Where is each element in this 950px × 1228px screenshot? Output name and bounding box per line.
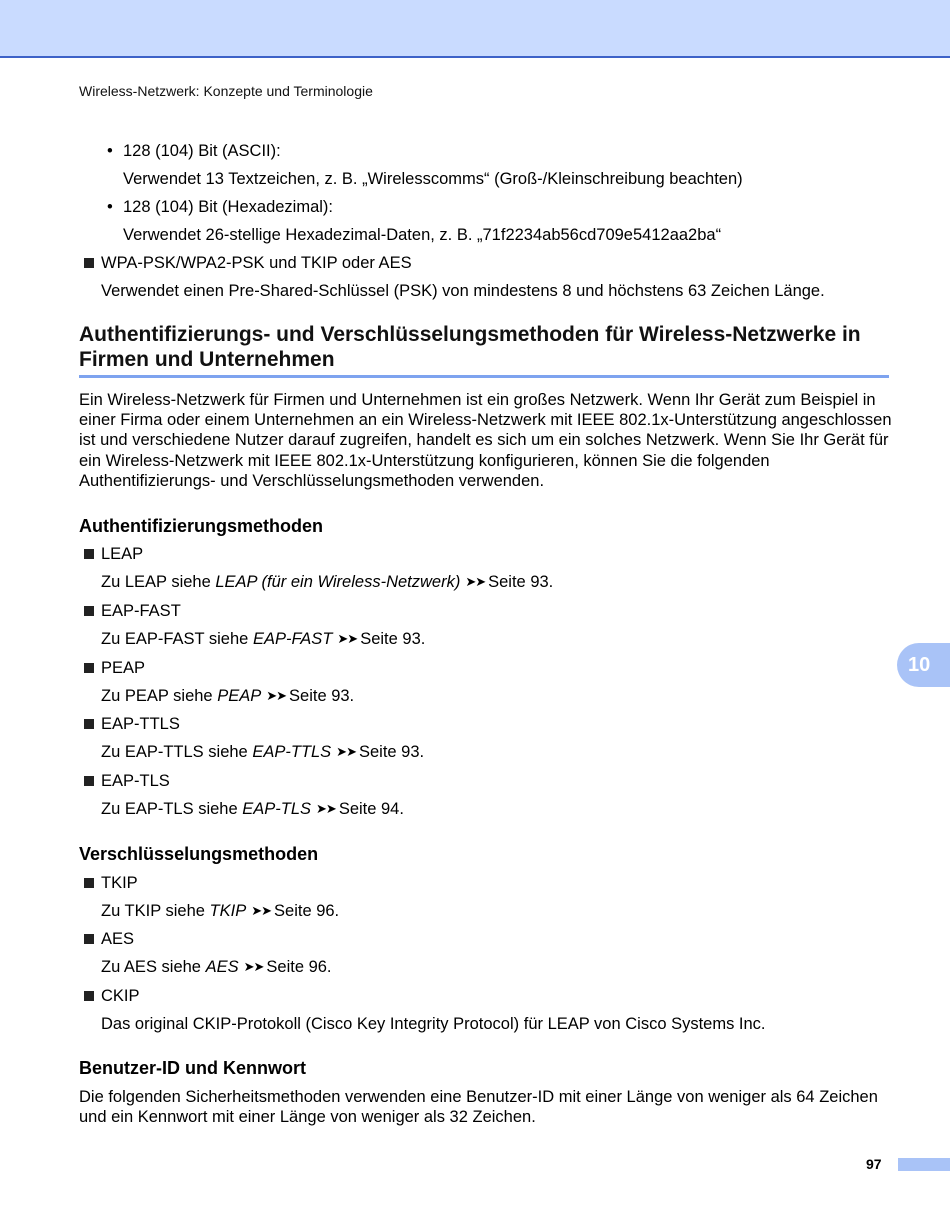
square-bullet-icon bbox=[84, 663, 94, 673]
enc-item-aes bbox=[84, 929, 134, 949]
auth-item-label: LEAP bbox=[101, 545, 144, 563]
enc-item-label: CKIP bbox=[101, 987, 140, 1005]
ref-prefix: Zu EAP-TTLS siehe bbox=[101, 743, 253, 761]
bullet-wpa bbox=[84, 253, 412, 273]
auth-item-eap-fast bbox=[84, 601, 181, 621]
bullet-wpa-label: WPA-PSK/WPA2-PSK und TKIP oder AES bbox=[101, 254, 412, 272]
square-bullet-icon bbox=[84, 549, 94, 559]
userid-heading: Benutzer-ID und Kennwort bbox=[79, 1058, 306, 1078]
ref-prefix: Zu EAP-FAST siehe bbox=[101, 630, 253, 648]
bullet-ascii bbox=[107, 141, 281, 161]
enc-item-ckip bbox=[84, 986, 140, 1006]
auth-item-leap bbox=[84, 544, 143, 564]
enc-item-label: AES bbox=[101, 930, 135, 948]
ref-page: Seite 93. bbox=[360, 630, 426, 648]
ref-link[interactable]: EAP-FAST bbox=[252, 630, 333, 648]
double-arrow-icon: ➤➤ bbox=[337, 631, 358, 646]
hex-description: Verwendet 26-stellige Hexadezimal-Daten, z. B. „71f2234ab56cd709e5412aa2ba“ bbox=[123, 226, 722, 244]
footer-band bbox=[898, 1158, 950, 1171]
ref-prefix: Zu PEAP siehe bbox=[101, 687, 218, 705]
auth-item-label: EAP-TTLS bbox=[101, 715, 180, 733]
auth-ref-eap-tls bbox=[101, 799, 404, 820]
auth-item-label: PEAP bbox=[101, 659, 146, 677]
auth-item-eap-ttls bbox=[84, 714, 180, 734]
header-band bbox=[0, 0, 950, 58]
double-arrow-icon: ➤➤ bbox=[316, 801, 336, 816]
ref-prefix: Zu EAP-TLS siehe bbox=[101, 800, 243, 818]
ref-prefix: Zu TKIP siehe bbox=[101, 902, 210, 920]
ref-link[interactable]: TKIP bbox=[209, 902, 247, 920]
double-arrow-icon: ➤➤ bbox=[251, 903, 272, 918]
chapter-tab: 10 bbox=[897, 643, 950, 687]
userid-text: Die folgenden Sicherheitsmethoden verwenden eine Benutzer-ID mit einer Länge von weniger als 64 Zeichen und ein Kennwort mit einer Länge von weniger als 32 Zeichen. bbox=[79, 1088, 878, 1127]
ref-page: Seite 93. bbox=[488, 573, 554, 591]
section-intro: Ein Wireless-Netzwerk für Firmen und Unternehmen ist ein großes Netzwerk. Wenn Ihr Gerät zum Beispiel in einer Firma oder einem Unternehmen an ein Wireless-Netzwerk mit IEEE 802.1x-Unterstützung angeschlossen ist und verschiedene Nutzer darauf zugreifen, handelt es sich um ein solches Netzwerk. Wenn Sie Ihr Gerät für ein Wireless-Netzwerk mit IEEE 802.1x-Unterstützung konfigurieren, können Sie die folgenden Authentifizierungs- und Verschlüsselungsmethoden verwenden. bbox=[79, 391, 892, 490]
auth-item-peap bbox=[84, 658, 145, 678]
double-arrow-icon: ➤➤ bbox=[243, 959, 264, 974]
square-bullet-icon bbox=[84, 258, 94, 268]
auth-ref-peap bbox=[101, 686, 354, 707]
enc-item-tkip bbox=[84, 873, 138, 893]
ref-page: Seite 93. bbox=[289, 687, 355, 705]
double-arrow-icon: ➤➤ bbox=[266, 688, 287, 703]
ref-link[interactable]: LEAP (für ein Wireless-Netzwerk) bbox=[215, 573, 461, 591]
auth-ref-leap bbox=[101, 572, 553, 593]
page-number: 97 bbox=[866, 1156, 882, 1172]
double-arrow-icon: ➤➤ bbox=[465, 574, 486, 589]
double-arrow-icon: ➤➤ bbox=[336, 744, 356, 759]
ref-page: Seite 96. bbox=[266, 958, 332, 976]
enc-ref-aes bbox=[101, 957, 332, 978]
bullet-ascii-label: 128 (104) Bit (ASCII): bbox=[123, 142, 281, 160]
enc-heading: Verschlüsselungsmethoden bbox=[79, 844, 319, 864]
running-header: Wireless-Netzwerk: Konzepte und Terminologie bbox=[79, 83, 373, 99]
square-bullet-icon bbox=[84, 991, 94, 1001]
ref-page: Seite 96. bbox=[274, 902, 340, 920]
auth-ref-eap-ttls bbox=[101, 742, 424, 763]
bullet-hex bbox=[107, 197, 333, 217]
enc-ref-tkip bbox=[101, 901, 339, 922]
title-rule bbox=[79, 375, 889, 378]
ref-page: Seite 94. bbox=[338, 800, 404, 818]
auth-heading: Authentifizierungsmethoden bbox=[79, 516, 323, 536]
bullet-hex-label: 128 (104) Bit (Hexadezimal): bbox=[123, 198, 334, 216]
enc-item-label: TKIP bbox=[101, 874, 138, 892]
square-bullet-icon bbox=[84, 719, 94, 729]
square-bullet-icon bbox=[84, 606, 94, 616]
ref-link[interactable]: EAP-TLS bbox=[242, 800, 312, 818]
auth-ref-eap-fast bbox=[101, 629, 425, 650]
ref-page: Seite 93. bbox=[358, 743, 425, 761]
ref-prefix: Zu AES siehe bbox=[101, 958, 206, 976]
section-title: Authentifizierungs- und Verschlüsselungsmethoden für Wireless-Netzwerke in Firmen und Unternehmen bbox=[79, 323, 861, 371]
ref-prefix: Zu LEAP siehe bbox=[101, 573, 216, 591]
ascii-description: Verwendet 13 Textzeichen, z. B. „Wirelesscomms“ (Groß-/Kleinschreibung beachten) bbox=[123, 170, 743, 188]
square-bullet-icon bbox=[84, 878, 94, 888]
ref-link[interactable]: AES bbox=[205, 958, 239, 976]
square-bullet-icon bbox=[84, 934, 94, 944]
ref-link[interactable]: PEAP bbox=[217, 687, 262, 705]
ckip-description: Das original CKIP-Protokoll (Cisco Key Integrity Protocol) für LEAP von Cisco Systems Inc. bbox=[101, 1015, 766, 1033]
auth-item-eap-tls bbox=[84, 771, 170, 791]
ref-link[interactable]: EAP-TTLS bbox=[252, 743, 332, 761]
auth-item-label: EAP-FAST bbox=[101, 602, 181, 620]
wpa-description: Verwendet einen Pre-Shared-Schlüssel (PSK) von mindestens 8 und höchstens 63 Zeichen Länge. bbox=[101, 282, 825, 300]
auth-item-label: EAP-TLS bbox=[101, 772, 170, 790]
square-bullet-icon bbox=[84, 776, 94, 786]
